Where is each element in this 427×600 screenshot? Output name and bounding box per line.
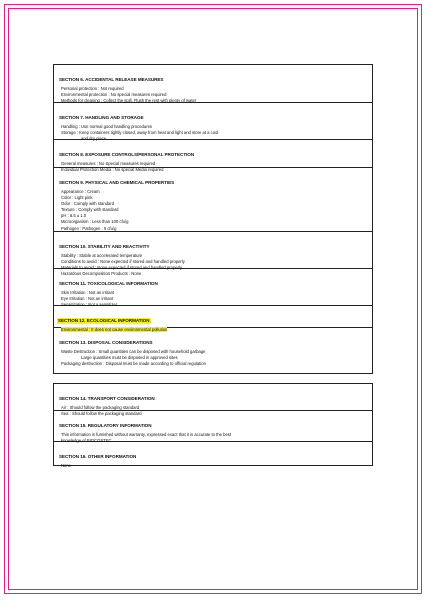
section-line: Individual Protection Media : No special Media required (61, 167, 164, 173)
section-line: Color : Light pink (61, 195, 93, 201)
section-title: SECTION 11. TOXICOLOGICAL INFORMATION (59, 281, 158, 286)
section-block (54, 167, 372, 231)
section-line: Personal protection : Not required (61, 86, 124, 91)
section-block (54, 102, 372, 142)
section-line: General measures : No Special measures required (61, 161, 156, 166)
section-line: Texture : Comply with standard (61, 207, 119, 213)
section-block (54, 268, 372, 308)
section-line: knowledge of BIOCOSTEC. (61, 438, 113, 444)
section-line: Hazardous Decomposition Products : None (61, 271, 142, 277)
section-line: Air : Should follow the packaging standard (61, 405, 140, 410)
section-line: Environmental : It does not cause environmental pollution (61, 327, 168, 332)
section-line: Appearance : Cream (61, 189, 100, 194)
section-line: Sea : Should follow the packaging standard (61, 411, 142, 417)
section-line: Handling : Use normal good handling procedures (61, 124, 153, 129)
section-line: Methods for cleaning : Collect the spill. Flush the rest with plenty of water (61, 98, 197, 104)
section-title: SECTION 10. STABILITY AND REACTIVITY (59, 244, 150, 249)
section-line: None (61, 463, 72, 468)
section-title: SECTION 14. TRANSPORT CONSIDERATION (59, 396, 155, 401)
section-line: Storage : Keep containers tightly closed, away from heat and light and store at a cool (61, 130, 219, 136)
section-block (54, 410, 372, 444)
sds-sections-6-13-box (53, 64, 373, 374)
section-line: Materials to avoid : None expected if stored and handled properly (61, 265, 183, 271)
section-title: SECTION 7. HANDLING AND STORAGE (59, 115, 144, 120)
section-line: Eye Irritation : Not an irritant (61, 296, 114, 302)
section-block (54, 231, 372, 277)
section-block (54, 384, 372, 417)
section-block (54, 327, 372, 367)
section-block (54, 65, 372, 102)
sds-sections-14-16-box (53, 383, 373, 466)
section-line: pH : 6.5 ± 1.0 (61, 213, 87, 219)
section-title: SECTION 15. REGULATORY INFORMATION (59, 423, 152, 428)
section-block (54, 139, 372, 173)
section-block (54, 441, 372, 468)
section-line: Sensitization : Not a sensitizer (61, 302, 118, 308)
section-title: SECTION 13. DISPOSAL CONSIDERATIONS (59, 340, 153, 345)
section-block (54, 305, 372, 332)
section-line: This information is furnished without warranty, expressed exact that it is accurate to the best (61, 432, 232, 437)
section-line: Stability : Stable at accelerated temperature (61, 253, 143, 258)
section-line: Microorganism : Less than 100 cfu/g (61, 219, 129, 225)
section-line: Waste Destruction : Small quantities can be disposed with household garbage (61, 349, 206, 354)
section-line: and dry place. (81, 136, 108, 142)
section-line: Odor : Comply with standard (61, 201, 115, 207)
section-title: SECTION 9. PHYSICAL AND CHEMICAL PROPERTIES (59, 180, 175, 185)
section-title: SECTION 16. OTHER INFORMATION (59, 454, 137, 459)
section-line: Environmental protection : No special measures required (61, 92, 167, 98)
section-line: Pathogen : Pathogen : 0 cfu/g (61, 225, 117, 231)
section-line: Packaging destruction : Disposal must be made according to official regulation (61, 361, 206, 367)
section-title: SECTION 8. EXPOSURE CONTROLS/PERSONAL PROTECTION (59, 152, 195, 157)
section-line: Skin Irritation : Not an irritant (61, 290, 115, 295)
section-line: Conditions to avoid : None expected if stored and handled properly (61, 259, 185, 265)
section-title: SECTION 6. ACCIDENTAL RELEASE MEASURES (59, 77, 164, 82)
section-title: SECTION 12. ECOLOGICAL INFORMATION (58, 318, 150, 323)
section-line: Large quantities must be disposed in approved sites (81, 355, 178, 361)
